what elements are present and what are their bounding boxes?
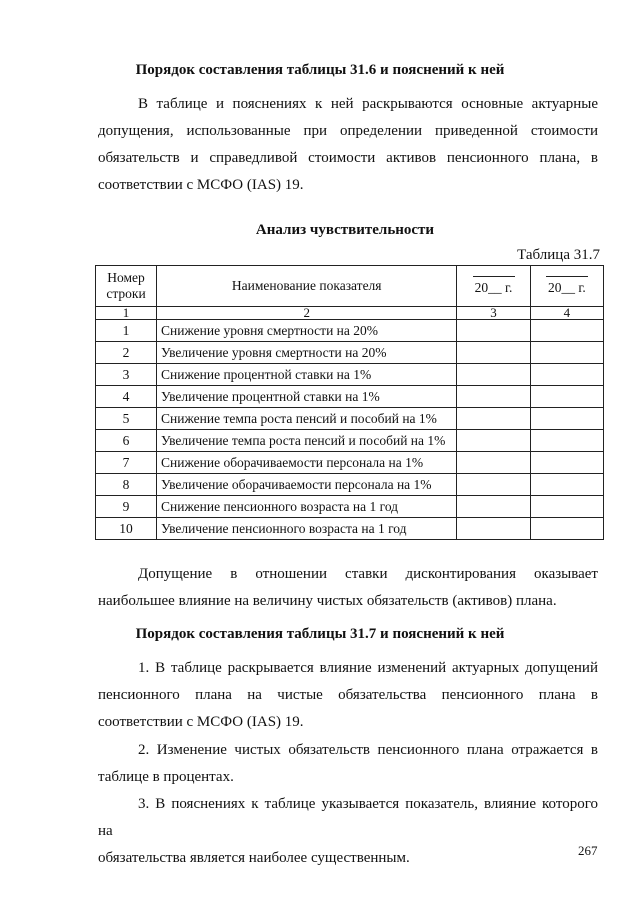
row-number-cell: 3 (96, 364, 157, 386)
table-row (96, 430, 604, 452)
header-indicator-name: Наименование показателя (157, 266, 457, 307)
table-title: Анализ чувствительности (255, 222, 435, 238)
row-number-cell: 9 (96, 496, 157, 518)
paragraph-line: допущения, использованные при определении приведенной стоимости (98, 123, 598, 139)
paragraph-line: В таблице и пояснениях к ней раскрываются основные актуарные (138, 96, 598, 112)
row-number-cell: 8 (96, 474, 157, 496)
indicator-name-cell: Увеличение темпа роста пенсий и пособий на 1% (157, 430, 457, 452)
index-cell: 2 (157, 307, 457, 320)
table-row (96, 364, 604, 386)
indicator-name-cell: Снижение темпа роста пенсий и пособий на 1% (157, 408, 457, 430)
year-1-value-cell (457, 342, 530, 364)
table-header-row (96, 266, 604, 307)
indicator-name-cell: Снижение уровня смертности на 20% (157, 320, 457, 342)
year-1-value-cell (457, 386, 530, 408)
indicator-name-cell: Увеличение уровня смертности на 20% (157, 342, 457, 364)
year-1-value-cell (457, 496, 530, 518)
table-row (96, 386, 604, 408)
section-paragraph-31-6 (98, 91, 598, 199)
paragraph-line: обязательства является наиболее существенным. (98, 850, 410, 866)
indicator-name-cell: Увеличение пенсионного возраста на 1 год (157, 518, 457, 540)
paragraph-line: 2. Изменение чистых обязательств пенсионного плана отражается в (138, 742, 598, 758)
index-cell: 3 (457, 307, 530, 320)
paragraph-line: обязательств и справедливой стоимости активов пенсионного плана, в (98, 150, 598, 166)
table-caption: Таблица 31.7 (517, 247, 600, 263)
row-number-cell: 10 (96, 518, 157, 540)
table-body (96, 320, 604, 540)
indicator-name-cell: Снижение процентной ставки на 1% (157, 364, 457, 386)
year-2-value-cell (530, 386, 603, 408)
table-row (96, 342, 604, 364)
header-year-1 (457, 266, 530, 307)
page-number: 267 (578, 843, 598, 858)
table-row (96, 320, 604, 342)
index-cell: 4 (530, 307, 603, 320)
year-2-value-cell (530, 342, 603, 364)
row-number-cell: 4 (96, 386, 157, 408)
paragraph-line: соответствии с МСФО (IAS) 19. (98, 177, 304, 193)
row-number-cell: 7 (96, 452, 157, 474)
section-heading-31-6: Порядок составления таблицы 31.6 и пояснений к ней (135, 62, 505, 78)
year-1-value-cell (457, 320, 530, 342)
indicator-name-cell: Снижение оборачиваемости персонала на 1% (157, 452, 457, 474)
header-year-1-label: 20__ г. (474, 280, 513, 295)
indicator-name-cell: Снижение пенсионного возраста на 1 год (157, 496, 457, 518)
year-2-value-cell (530, 408, 603, 430)
paragraph-line: 1. В таблице раскрывается влияние изменений актуарных допущений (138, 660, 598, 676)
table-row (96, 518, 604, 540)
section-items-31-7 (98, 655, 598, 872)
index-cell: 1 (96, 307, 157, 320)
note-paragraph (98, 561, 598, 615)
header-year-2 (530, 266, 603, 307)
table-index-row (96, 307, 604, 320)
year-1-value-cell (457, 364, 530, 386)
year-1-value-cell (457, 408, 530, 430)
paragraph-line: 3. В пояснениях к таблице указывается показатель, влияние которого на (98, 796, 598, 839)
year-1-value-cell (457, 474, 530, 496)
year-2-value-cell (530, 364, 603, 386)
header-row-number: Номер строки (96, 266, 157, 307)
year-2-value-cell (530, 518, 603, 540)
year-1-value-cell (457, 452, 530, 474)
paragraph-line: соответствии с МСФО (IAS) 19. (98, 714, 304, 730)
table-row (96, 408, 604, 430)
sensitivity-table (95, 265, 604, 540)
paragraph-line: Допущение в отношении ставки дисконтирования оказывает (138, 566, 598, 582)
year-2-value-cell (530, 474, 603, 496)
table-row (96, 452, 604, 474)
year-2-value-cell (530, 320, 603, 342)
table-row (96, 496, 604, 518)
table-row (96, 474, 604, 496)
year-2-value-cell (530, 496, 603, 518)
paragraph-line: пенсионного плана на чистые обязательства пенсионного плана в (98, 687, 598, 703)
row-number-cell: 5 (96, 408, 157, 430)
section-heading-31-7: Порядок составления таблицы 31.7 и пояснений к ней (135, 626, 505, 642)
indicator-name-cell: Увеличение процентной ставки на 1% (157, 386, 457, 408)
row-number-cell: 6 (96, 430, 157, 452)
row-number-cell: 2 (96, 342, 157, 364)
row-number-cell: 1 (96, 320, 157, 342)
year-1-value-cell (457, 518, 530, 540)
year-2-value-cell (530, 452, 603, 474)
paragraph-line: таблице в процентах. (98, 769, 234, 785)
paragraph-line: наибольшее влияние на величину чистых обязательств (активов) плана. (98, 593, 557, 609)
year-2-value-cell (530, 430, 603, 452)
header-year-2-label: 20__ г. (547, 280, 586, 295)
indicator-name-cell: Увеличение оборачиваемости персонала на 1% (157, 474, 457, 496)
year-1-value-cell (457, 430, 530, 452)
